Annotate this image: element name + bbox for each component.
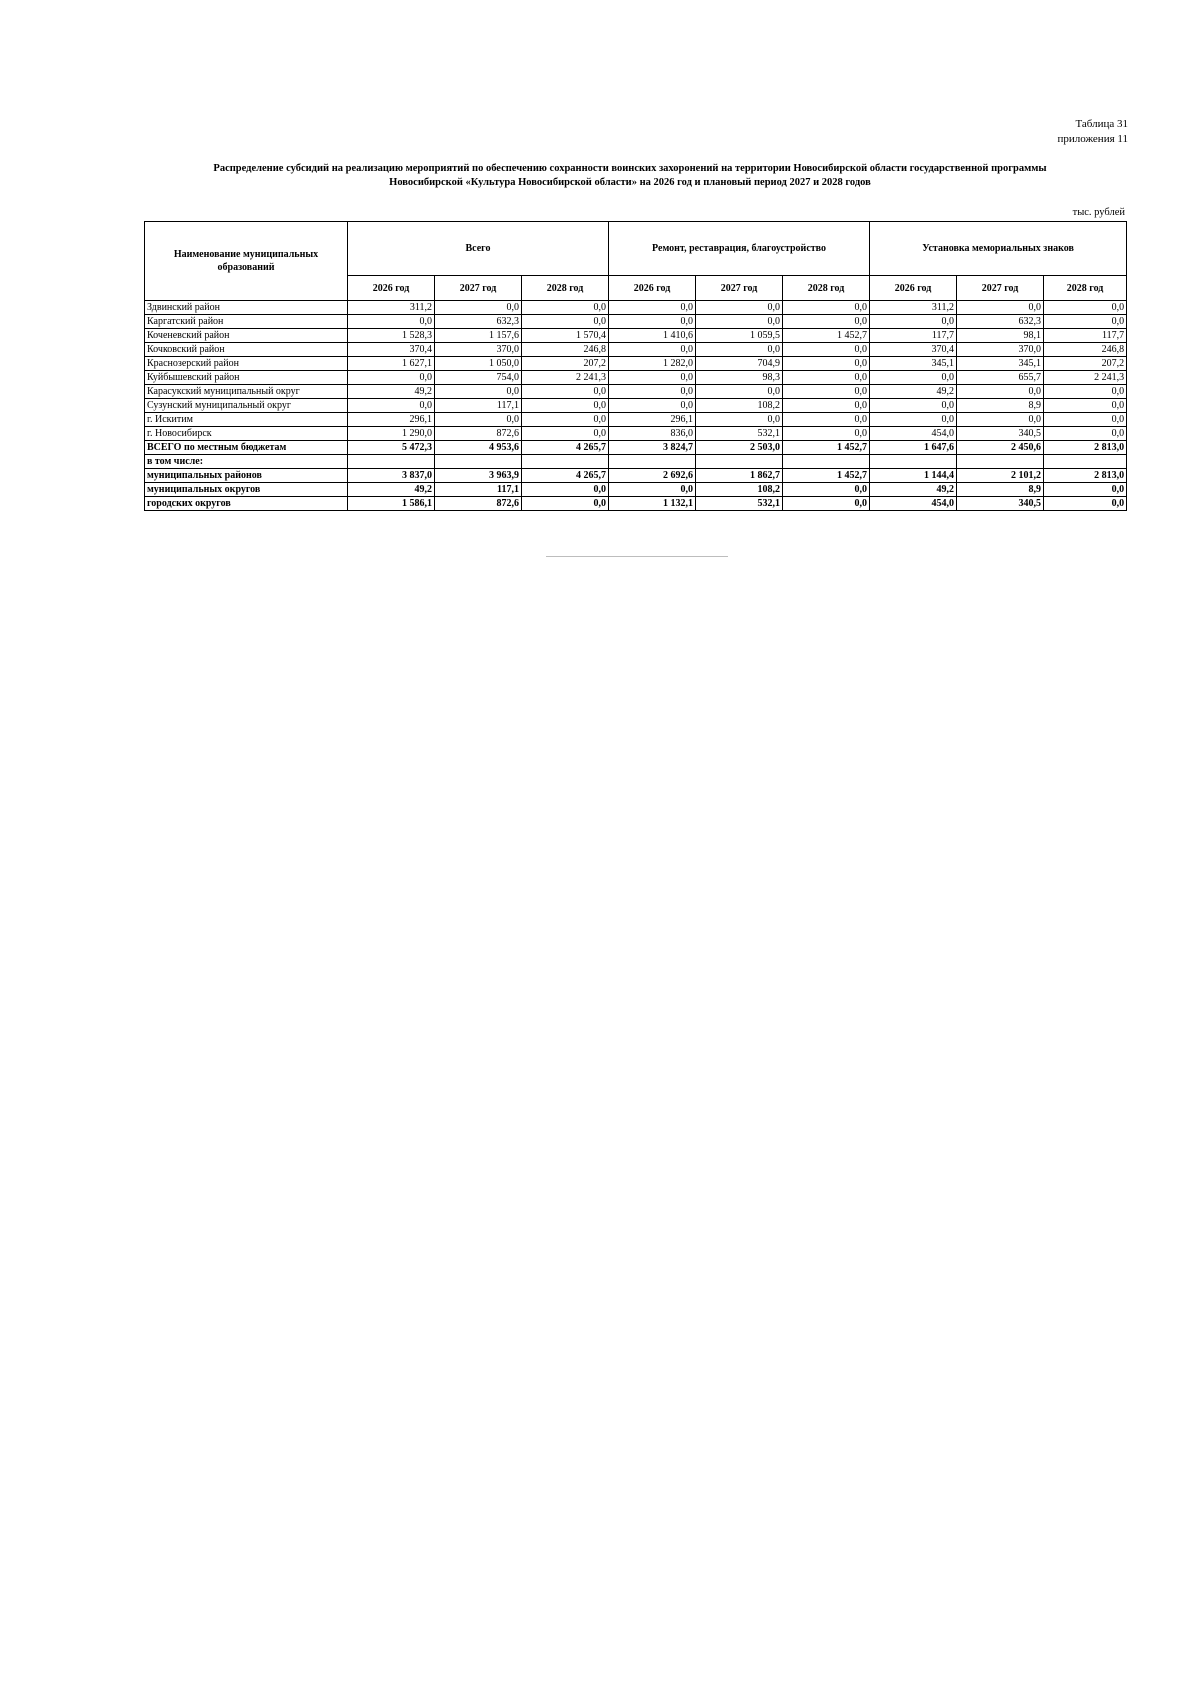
value-cell: 2 241,3	[522, 371, 609, 385]
value-cell	[609, 455, 696, 469]
value-cell: 0,0	[1044, 427, 1127, 441]
value-cell: 0,0	[522, 413, 609, 427]
year-header: 2026 год	[870, 276, 957, 301]
value-cell: 370,4	[348, 343, 435, 357]
value-cell: 2 450,6	[957, 441, 1044, 455]
value-cell: 872,6	[435, 427, 522, 441]
value-cell: 0,0	[522, 399, 609, 413]
value-cell: 49,2	[348, 385, 435, 399]
value-cell: 1 410,6	[609, 329, 696, 343]
municipality-name-cell: Сузунский муниципальный округ	[145, 399, 348, 413]
value-cell: 0,0	[348, 399, 435, 413]
year-header: 2028 год	[522, 276, 609, 301]
value-cell: 754,0	[435, 371, 522, 385]
value-cell: 0,0	[609, 483, 696, 497]
value-cell: 3 837,0	[348, 469, 435, 483]
value-cell: 1 290,0	[348, 427, 435, 441]
value-cell: 1 282,0	[609, 357, 696, 371]
value-cell: 296,1	[348, 413, 435, 427]
value-cell: 1 157,6	[435, 329, 522, 343]
value-cell: 0,0	[696, 385, 783, 399]
year-header: 2028 год	[1044, 276, 1127, 301]
value-cell: 0,0	[1044, 301, 1127, 315]
group-header-repair: Ремонт, реставрация, благоустройство	[609, 222, 870, 276]
year-header: 2027 год	[435, 276, 522, 301]
table-row	[145, 399, 1127, 413]
table-row	[145, 469, 1127, 483]
value-cell: 370,0	[957, 343, 1044, 357]
value-cell	[1044, 455, 1127, 469]
value-cell	[522, 455, 609, 469]
value-cell	[348, 455, 435, 469]
value-cell: 0,0	[522, 315, 609, 329]
value-cell: 1 452,7	[783, 329, 870, 343]
municipality-name-cell: г. Искитим	[145, 413, 348, 427]
value-cell: 1 059,5	[696, 329, 783, 343]
table-row	[145, 301, 1127, 315]
value-cell: 0,0	[870, 413, 957, 427]
municipality-name-cell: городских округов	[145, 497, 348, 511]
value-cell: 0,0	[870, 371, 957, 385]
value-cell: 311,2	[348, 301, 435, 315]
value-cell: 0,0	[435, 385, 522, 399]
value-cell: 0,0	[783, 371, 870, 385]
value-cell: 1 586,1	[348, 497, 435, 511]
value-cell: 49,2	[348, 483, 435, 497]
value-cell: 0,0	[609, 301, 696, 315]
value-cell: 655,7	[957, 371, 1044, 385]
value-cell: 0,0	[870, 399, 957, 413]
value-cell	[870, 455, 957, 469]
value-cell: 0,0	[957, 385, 1044, 399]
value-cell: 0,0	[348, 371, 435, 385]
title-line-1: Распределение субсидий на реализацию мероприятий по обеспечению сохранности воинских захоронений на территории Новосибирской области государственной программы	[213, 163, 1047, 174]
value-cell: 0,0	[609, 343, 696, 357]
value-cell: 2 692,6	[609, 469, 696, 483]
table-row	[145, 455, 1127, 469]
value-cell: 4 265,7	[522, 469, 609, 483]
municipality-name-cell: Коченевский район	[145, 329, 348, 343]
value-cell: 2 503,0	[696, 441, 783, 455]
municipality-name-cell: ВСЕГО по местным бюджетам	[145, 441, 348, 455]
value-cell	[696, 455, 783, 469]
value-cell: 117,1	[435, 483, 522, 497]
value-cell: 8,9	[957, 399, 1044, 413]
table-row	[145, 483, 1127, 497]
municipality-column-header: Наименование муниципальных образований	[145, 222, 348, 301]
value-cell: 836,0	[609, 427, 696, 441]
value-cell: 117,1	[435, 399, 522, 413]
value-cell: 340,5	[957, 497, 1044, 511]
value-cell: 1 050,0	[435, 357, 522, 371]
value-cell: 0,0	[609, 315, 696, 329]
value-cell: 0,0	[609, 371, 696, 385]
value-cell: 1 627,1	[348, 357, 435, 371]
table-row	[145, 357, 1127, 371]
year-header: 2026 год	[609, 276, 696, 301]
value-cell: 1 452,7	[783, 469, 870, 483]
value-cell: 632,3	[957, 315, 1044, 329]
value-cell: 532,1	[696, 427, 783, 441]
municipality-name-cell: Куйбышевский район	[145, 371, 348, 385]
table-row	[145, 343, 1127, 357]
appendix-number: приложения 11	[1057, 133, 1128, 145]
value-cell: 207,2	[522, 357, 609, 371]
value-cell: 454,0	[870, 427, 957, 441]
value-cell: 0,0	[783, 413, 870, 427]
value-cell: 0,0	[609, 385, 696, 399]
value-cell: 98,1	[957, 329, 1044, 343]
group-header-memorial-signs: Установка мемориальных знаков	[870, 222, 1127, 276]
value-cell: 1 570,4	[522, 329, 609, 343]
value-cell: 0,0	[783, 399, 870, 413]
municipality-name-cell: Карасукский муниципальный округ	[145, 385, 348, 399]
value-cell: 345,1	[870, 357, 957, 371]
value-cell: 0,0	[783, 497, 870, 511]
value-cell: 0,0	[1044, 385, 1127, 399]
value-cell: 0,0	[348, 315, 435, 329]
page-divider	[546, 556, 728, 557]
value-cell: 49,2	[870, 483, 957, 497]
table-row	[145, 497, 1127, 511]
table-row	[145, 413, 1127, 427]
value-cell	[957, 455, 1044, 469]
value-cell: 4 265,7	[522, 441, 609, 455]
value-cell: 49,2	[870, 385, 957, 399]
value-cell: 0,0	[1044, 315, 1127, 329]
table-row	[145, 315, 1127, 329]
year-header: 2027 год	[957, 276, 1044, 301]
value-cell: 1 862,7	[696, 469, 783, 483]
value-cell: 1 144,4	[870, 469, 957, 483]
value-cell: 370,4	[870, 343, 957, 357]
value-cell: 1 528,3	[348, 329, 435, 343]
value-cell: 0,0	[783, 483, 870, 497]
value-cell: 0,0	[957, 413, 1044, 427]
value-cell: 0,0	[1044, 483, 1127, 497]
value-cell: 0,0	[522, 497, 609, 511]
value-cell: 0,0	[1044, 413, 1127, 427]
municipality-name-cell: муниципальных районов	[145, 469, 348, 483]
value-cell: 0,0	[870, 315, 957, 329]
value-cell: 340,5	[957, 427, 1044, 441]
value-cell: 5 472,3	[348, 441, 435, 455]
value-cell: 0,0	[1044, 399, 1127, 413]
value-cell	[435, 455, 522, 469]
municipality-name-cell: Краснозерский район	[145, 357, 348, 371]
value-cell: 1 452,7	[783, 441, 870, 455]
value-cell: 0,0	[522, 483, 609, 497]
value-cell: 117,7	[1044, 329, 1127, 343]
value-cell: 1 647,6	[870, 441, 957, 455]
value-cell: 2 813,0	[1044, 469, 1127, 483]
value-cell: 98,3	[696, 371, 783, 385]
value-cell: 0,0	[783, 343, 870, 357]
value-cell: 872,6	[435, 497, 522, 511]
value-cell: 2 241,3	[1044, 371, 1127, 385]
value-cell: 0,0	[696, 301, 783, 315]
table-row	[145, 371, 1127, 385]
municipality-name-cell: Кочковский район	[145, 343, 348, 357]
value-cell: 3 824,7	[609, 441, 696, 455]
year-header: 2027 год	[696, 276, 783, 301]
value-cell: 4 953,6	[435, 441, 522, 455]
value-cell: 3 963,9	[435, 469, 522, 483]
group-header-total: Всего	[348, 222, 609, 276]
subsidy-table	[144, 221, 1127, 511]
value-cell: 0,0	[1044, 497, 1127, 511]
value-cell: 0,0	[783, 315, 870, 329]
value-cell: 345,1	[957, 357, 1044, 371]
value-cell: 0,0	[783, 427, 870, 441]
value-cell: 704,9	[696, 357, 783, 371]
value-cell: 532,1	[696, 497, 783, 511]
value-cell: 0,0	[783, 357, 870, 371]
value-cell: 296,1	[609, 413, 696, 427]
value-cell	[783, 455, 870, 469]
value-cell: 117,7	[870, 329, 957, 343]
group-header-row	[145, 222, 1127, 276]
value-cell: 311,2	[870, 301, 957, 315]
value-cell: 0,0	[522, 301, 609, 315]
value-cell: 108,2	[696, 483, 783, 497]
table-body	[145, 301, 1127, 511]
value-cell: 2 101,2	[957, 469, 1044, 483]
municipality-name-cell: Здвинский район	[145, 301, 348, 315]
municipality-name-cell: г. Новосибирск	[145, 427, 348, 441]
value-cell: 0,0	[783, 385, 870, 399]
value-cell: 0,0	[435, 413, 522, 427]
value-cell: 8,9	[957, 483, 1044, 497]
table-row	[145, 441, 1127, 455]
value-cell: 207,2	[1044, 357, 1127, 371]
table-row	[145, 427, 1127, 441]
value-cell: 2 813,0	[1044, 441, 1127, 455]
municipality-name-cell: муниципальных округов	[145, 483, 348, 497]
value-cell: 632,3	[435, 315, 522, 329]
document-title	[150, 162, 1110, 190]
value-cell: 0,0	[783, 301, 870, 315]
value-cell: 0,0	[696, 413, 783, 427]
value-cell: 0,0	[957, 301, 1044, 315]
municipality-name-cell: в том числе:	[145, 455, 348, 469]
value-cell: 0,0	[609, 399, 696, 413]
value-cell: 0,0	[522, 427, 609, 441]
table-number: Таблица 31	[1075, 118, 1128, 130]
value-cell: 0,0	[435, 301, 522, 315]
value-cell: 0,0	[696, 315, 783, 329]
year-header: 2028 год	[783, 276, 870, 301]
year-header: 2026 год	[348, 276, 435, 301]
units-label: тыс. рублей	[1072, 207, 1125, 218]
title-line-2: Новосибирской «Культура Новосибирской области» на 2026 год и плановый период 2027 и 2028 годов	[389, 177, 871, 188]
value-cell: 454,0	[870, 497, 957, 511]
document-header-right	[1057, 117, 1128, 147]
municipality-name-cell: Каргатский район	[145, 315, 348, 329]
value-cell: 370,0	[435, 343, 522, 357]
value-cell: 246,8	[1044, 343, 1127, 357]
value-cell: 246,8	[522, 343, 609, 357]
value-cell: 0,0	[522, 385, 609, 399]
table-row	[145, 329, 1127, 343]
table-row	[145, 385, 1127, 399]
value-cell: 0,0	[696, 343, 783, 357]
value-cell: 1 132,1	[609, 497, 696, 511]
value-cell: 108,2	[696, 399, 783, 413]
